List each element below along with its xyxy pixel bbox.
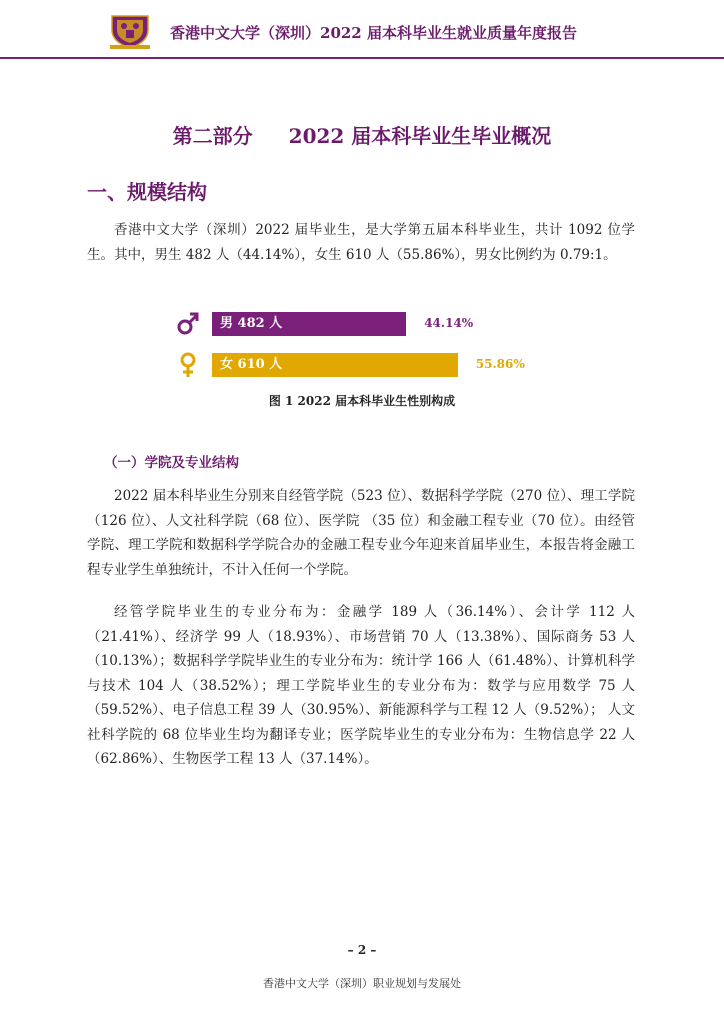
female-symbol-icon bbox=[176, 352, 200, 378]
part-label: 第二部分 bbox=[172, 124, 253, 148]
bar-label-male: 男 482 人 bbox=[220, 316, 283, 331]
male-symbol-icon bbox=[176, 311, 200, 337]
majors-paragraph: 经管学院毕业生的专业分布为：金融学 189 人（36.14%）、会计学 112 人（21.41%）、经济学 99 人（18.93%）、市场营销 70 人（13.38%）、国际商务 53 人（10.13%）；数据科学学院毕业生的专业分布为：统计学 166 人（61.48%）、计算机科学与技术 104 人（38.52%）；理工学院毕业生的专业分布为：数学与应用数学 75 人（59.52%）、电子信息工程 39 人（30.95%）、新能源科学与工程 12 人（9.52%）； 人文社科学院的 68 位毕业生均为翻译专业；医学院毕业生的专业分布为：生物信息学 22 人（62.86%）、生物医学工程 13 人（37.14%）。 bbox=[87, 604, 635, 767]
data-label-female: 55.86% bbox=[475, 357, 525, 371]
header-divider bbox=[0, 57, 724, 59]
section-title: 一、规模结构 bbox=[87, 180, 207, 204]
subsection-title: （一）学院及专业结构 bbox=[104, 455, 239, 471]
page-number: – 2 – bbox=[347, 943, 377, 957]
intro-paragraph: 香港中文大学（深圳）2022 届毕业生，是大学第五届本科毕业生，共计 1092 位学生。其中，男生 482 人（44.14%），女生 610 人（55.86%），男女比例约为 0.79:1。 bbox=[87, 222, 635, 263]
university-crest-icon bbox=[108, 12, 152, 50]
figure-caption: 图 1 2022 届本科毕业生性别构成 bbox=[268, 394, 456, 408]
part-text: 2022 届本科毕业生毕业概况 bbox=[288, 124, 552, 148]
bar-label-female: 女 610 人 bbox=[220, 357, 283, 372]
header-title: 香港中文大学（深圳）2022 届本科毕业生就业质量年度报告 bbox=[170, 24, 577, 42]
bar-male bbox=[212, 312, 406, 336]
bar-female bbox=[212, 353, 458, 377]
footer-text: 香港中文大学（深圳）职业规划与发展处 bbox=[263, 977, 461, 990]
data-label-male: 44.14% bbox=[424, 316, 474, 330]
schools-paragraph: 2022 届本科毕业生分别来自经管学院（523 位）、数据科学学院（270 位）、理工学院（126 位）、人文社科学院（68 位）、医学院 （35 位）和金融工程专业（70 位）。由经管学院、理工学院和数据科学学院合办的金融工程专业今年迎来首届毕业生，本报告将金融工程专业学生单独统计，不计入任何一个学院。 bbox=[87, 488, 635, 578]
part-title bbox=[0, 120, 724, 149]
